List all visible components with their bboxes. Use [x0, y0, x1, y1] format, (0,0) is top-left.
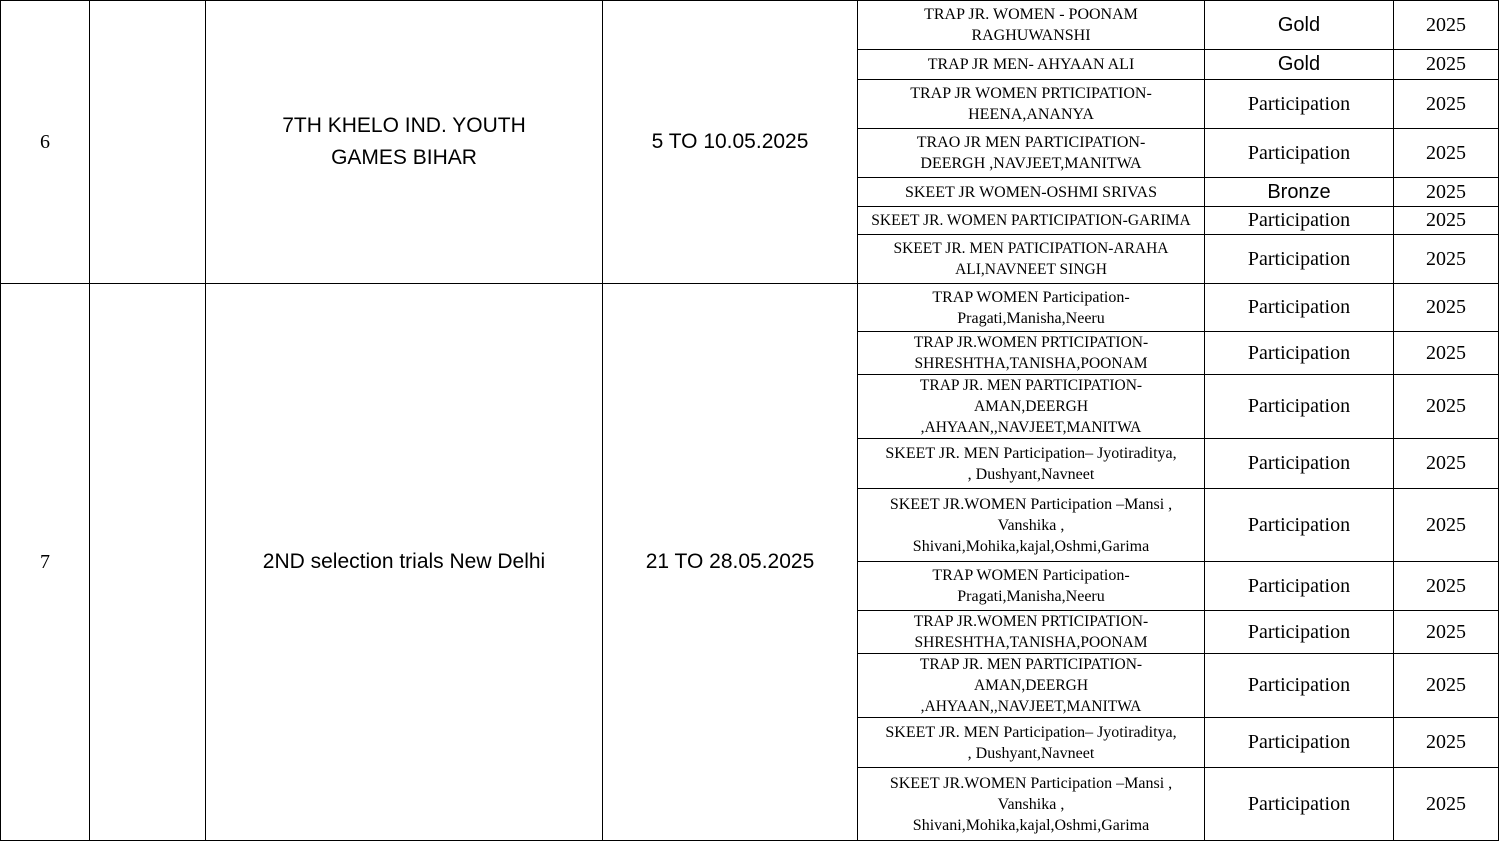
category-text: SKEET JR.WOMEN Participation –Mansi , Vanshika , Shivani,Mohika,kajal,Oshmi,Garima [889, 774, 1173, 834]
result-cell: Participation [1205, 207, 1394, 235]
empty-cell [90, 1, 206, 284]
year-cell: 2025 [1394, 562, 1499, 611]
event-dates-cell: 21 TO 28.05.2025 [603, 284, 858, 841]
result-cell: Participation [1205, 718, 1394, 768]
serial-number-cell: 7 [1, 284, 90, 841]
empty-cell [90, 284, 206, 841]
result-cell: Participation [1205, 489, 1394, 562]
result-cell: Participation [1205, 129, 1394, 178]
category-text: TRAP JR.WOMEN PRTICIPATION- SHRESHTHA,TANISHA,POONAM [913, 334, 1149, 372]
category-text: TRAP JR. MEN PARTICIPATION- AMAN,DEERGH ,AHYAAN,,NAVJEET,MANITWA [919, 377, 1143, 436]
table-row [1, 1, 1499, 50]
category-text: TRAP JR. MEN PARTICIPATION- AMAN,DEERGH ,AHYAAN,,NAVJEET,MANITWA [919, 656, 1143, 715]
result-cell: Participation [1205, 654, 1394, 718]
result-cell: Gold [1205, 50, 1394, 80]
category-cell [858, 80, 1205, 129]
serial-number-cell: 6 [1, 1, 90, 284]
year-cell: 2025 [1394, 611, 1499, 654]
category-text: SKEET JR WOMEN-OSHMI SRIVAS [904, 183, 1158, 201]
year-cell: 2025 [1394, 284, 1499, 332]
year-cell: 2025 [1394, 489, 1499, 562]
category-text: SKEET JR.WOMEN Participation –Mansi , Vanshika , Shivani,Mohika,kajal,Oshmi,Garima [889, 495, 1173, 555]
year-cell: 2025 [1394, 207, 1499, 235]
category-cell [858, 718, 1205, 768]
result-cell: Participation [1205, 332, 1394, 375]
event-name-cell: 7TH KHELO IND. YOUTH GAMES BIHAR [206, 1, 603, 284]
category-text: TRAO JR MEN PARTICIPATION- DEERGH ,NAVJEET,MANITWA [916, 134, 1146, 172]
category-cell [858, 129, 1205, 178]
category-cell [858, 562, 1205, 611]
category-text: SKEET JR. MEN Participation– Jyotiraditya, , Dushyant,Navneet [885, 723, 1177, 762]
result-cell: Participation [1205, 768, 1394, 841]
year-cell: 2025 [1394, 768, 1499, 841]
table-body [1, 1, 1499, 841]
category-cell [858, 1, 1205, 50]
category-cell [858, 489, 1205, 562]
category-cell [858, 235, 1205, 284]
category-text: TRAP WOMEN Participation- Pragati,Manisha,Neeru [932, 567, 1130, 605]
category-text: SKEET JR. WOMEN PARTICIPATION-GARIMA [871, 212, 1191, 229]
year-cell: 2025 [1394, 80, 1499, 129]
category-cell [858, 439, 1205, 489]
category-cell [858, 375, 1205, 439]
category-cell [858, 284, 1205, 332]
result-cell: Participation [1205, 284, 1394, 332]
category-text: SKEET JR. MEN Participation– Jyotiraditya, , Dushyant,Navneet [885, 444, 1177, 483]
event-name-cell: 2ND selection trials New Delhi [206, 284, 603, 841]
category-text: TRAP JR. WOMEN - POONAM RAGHUWANSHI [924, 6, 1138, 44]
result-cell: Participation [1205, 80, 1394, 129]
category-cell [858, 207, 1205, 235]
result-cell: Participation [1205, 562, 1394, 611]
result-cell: Participation [1205, 439, 1394, 489]
category-text: TRAP JR MEN- AHYAAN ALI [927, 56, 1135, 73]
year-cell: 2025 [1394, 50, 1499, 80]
category-text: TRAP JR.WOMEN PRTICIPATION- SHRESHTHA,TANISHA,POONAM [913, 613, 1149, 651]
year-cell: 2025 [1394, 332, 1499, 375]
category-text: TRAP WOMEN Participation- Pragati,Manisha,Neeru [932, 288, 1130, 327]
table-row [1, 284, 1499, 332]
year-cell: 2025 [1394, 375, 1499, 439]
year-cell: 2025 [1394, 654, 1499, 718]
category-cell [858, 654, 1205, 718]
year-cell: 2025 [1394, 439, 1499, 489]
category-cell [858, 178, 1205, 207]
category-cell [858, 332, 1205, 375]
year-cell: 2025 [1394, 178, 1499, 207]
category-text: SKEET JR. MEN PATICIPATION-ARAHA ALI,NAVNEET SINGH [893, 240, 1169, 278]
year-cell: 2025 [1394, 235, 1499, 284]
event-dates-cell: 5 TO 10.05.2025 [603, 1, 858, 284]
category-cell [858, 50, 1205, 80]
category-cell [858, 768, 1205, 841]
result-cell: Bronze [1205, 178, 1394, 207]
category-cell [858, 611, 1205, 654]
result-cell: Gold [1205, 1, 1394, 50]
result-cell: Participation [1205, 611, 1394, 654]
year-cell: 2025 [1394, 129, 1499, 178]
category-text: TRAP JR WOMEN PRTICIPATION- HEENA,ANANYA [910, 85, 1152, 123]
year-cell: 2025 [1394, 1, 1499, 50]
result-cell: Participation [1205, 375, 1394, 439]
year-cell: 2025 [1394, 718, 1499, 768]
result-cell: Participation [1205, 235, 1394, 284]
